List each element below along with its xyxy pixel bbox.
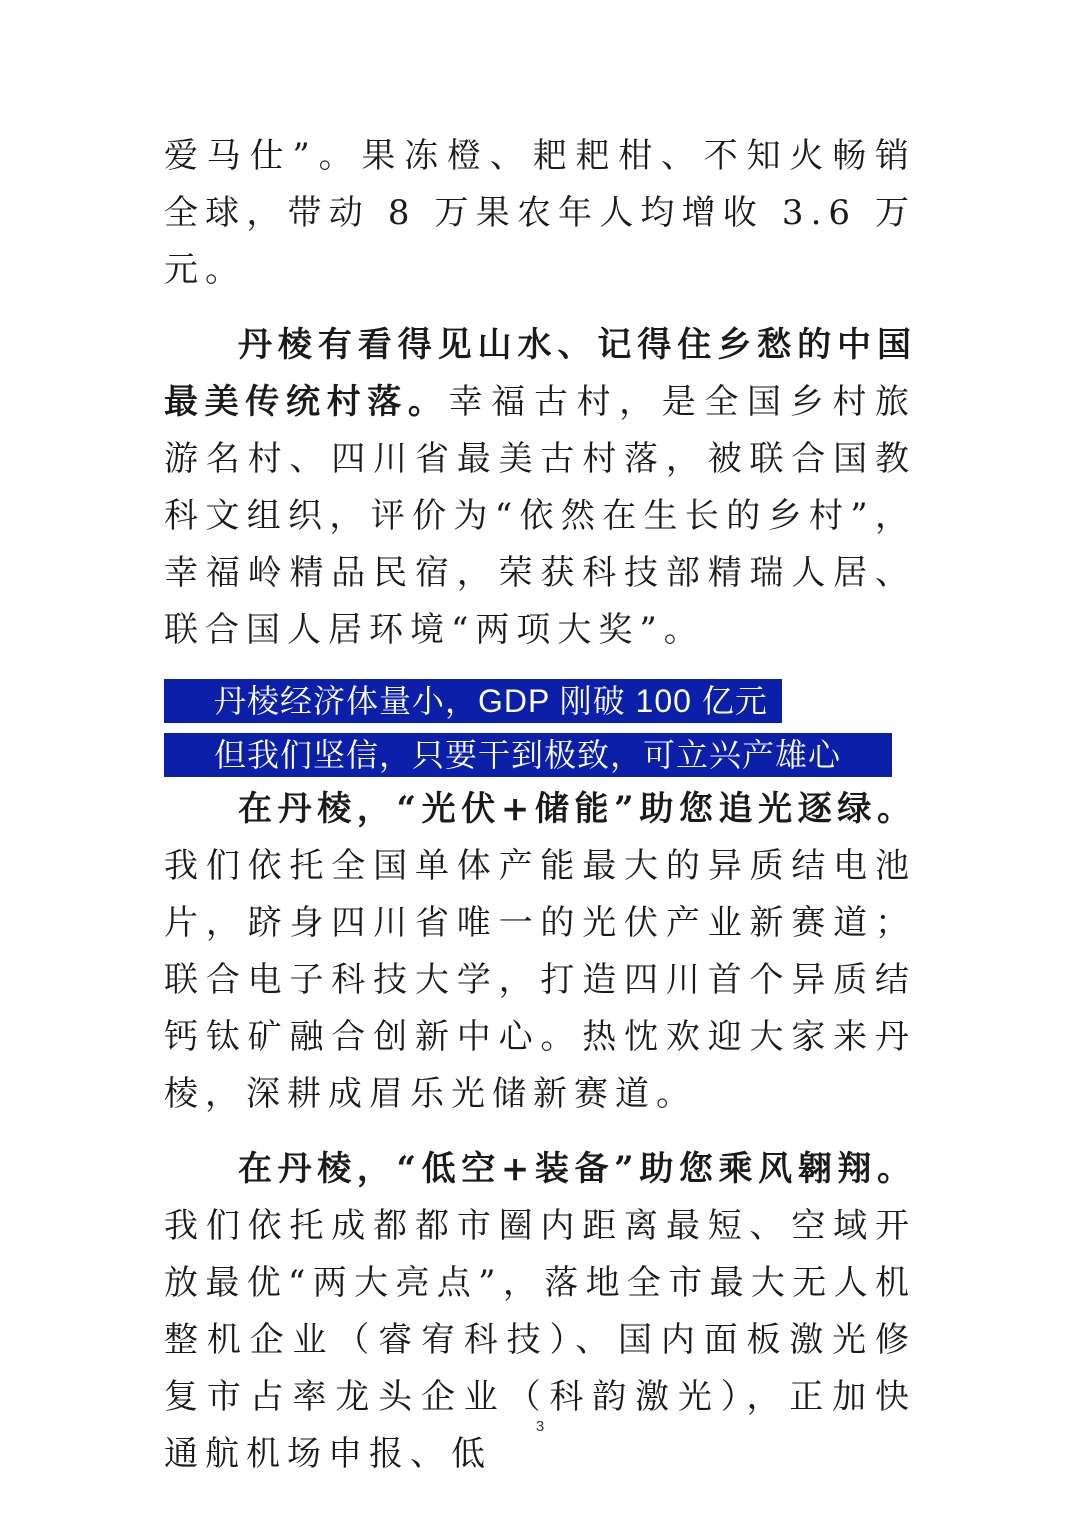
paragraph-text: 我们依托成都都市圈内距离最短、空域开放最优“两大亮点”，落地全市最大无人机整机企业（睿宥科技）、国内面板激光修复市占率龙头企业（科韵激光），正加快通航机场申报、低 <box>164 1206 916 1474</box>
highlight-banner-ambition: 但我们坚信，只要干到极致，可立兴产雄心 <box>164 733 892 777</box>
paragraph-text: 幸福古村，是全国乡村旅游名村、四川省最美古村落，被联合国教科文组织，评价为“依然在生长的乡村”，幸福岭精品民宿，荣获科技部精瑞人居、联合国人居环境“两项大奖”。 <box>164 382 917 650</box>
paragraph-heading: 丹棱有看得见山水、记得住乡愁的中国最美传统村落。 <box>164 325 916 422</box>
highlight-banner-gdp: 丹棱经济体量小，GDP 刚破 100 亿元 <box>164 679 782 723</box>
paragraph-heading: 在丹棱，“光伏+储能”助您追光逐绿。 <box>238 789 916 829</box>
paragraph-photovoltaic <box>164 781 916 1123</box>
paragraph-traditional-village <box>164 317 916 659</box>
page-number: 3 <box>535 1418 545 1435</box>
paragraph-heading: 在丹棱，“低空+装备”助您乘风翱翔。 <box>238 1149 916 1189</box>
page-content <box>164 128 916 1483</box>
paragraph-fruit-industry <box>164 128 916 299</box>
paragraph-text: 我们依托全国单体产能最大的异质结电池片，跻身四川省唯一的光伏产业新赛道；联合电子科技大学，打造四川首个异质结钙钛矿融合创新中心。热忱欢迎大家来丹棱，深耕成眉乐光储新赛道。 <box>164 846 916 1114</box>
paragraph-text: 爱马仕”。果冻橙、耙耙柑、不知火畅销全球，带动 8 万果农年人均增收 3.6 万元。 <box>164 136 916 290</box>
highlight-banner-group <box>164 679 916 777</box>
